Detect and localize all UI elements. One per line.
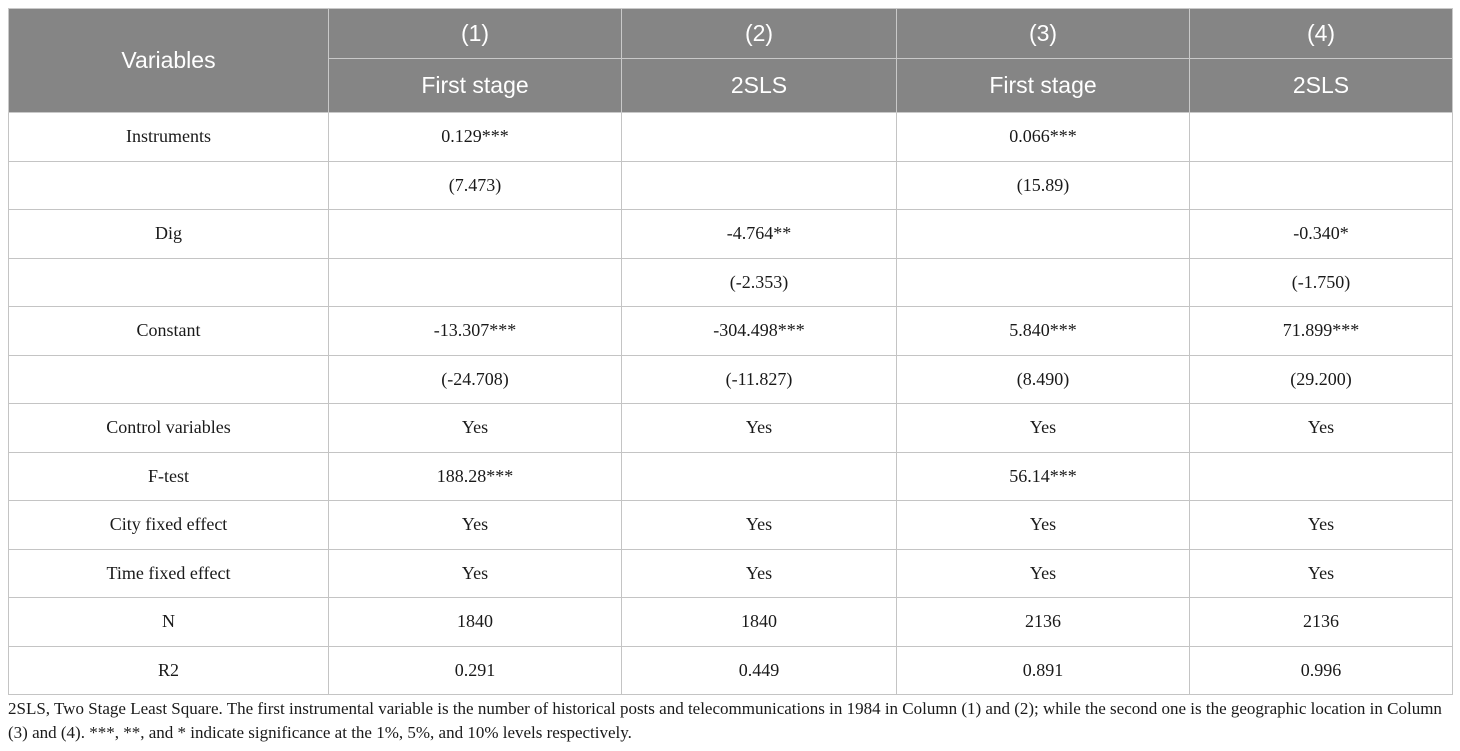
table-cell: -4.764** bbox=[622, 210, 897, 259]
header-column-label: 2SLS bbox=[622, 59, 897, 113]
table-row bbox=[9, 307, 1453, 356]
table-cell: (-24.708) bbox=[329, 355, 622, 404]
table-cell bbox=[897, 210, 1190, 259]
table-cell: (29.200) bbox=[1190, 355, 1453, 404]
table-cell: 0.449 bbox=[622, 646, 897, 695]
table-cell: 2136 bbox=[897, 598, 1190, 647]
row-label: Control variables bbox=[9, 404, 329, 453]
row-label: Constant bbox=[9, 307, 329, 356]
table-cell: Yes bbox=[329, 404, 622, 453]
table-cell: -13.307*** bbox=[329, 307, 622, 356]
table-cell: -0.340* bbox=[1190, 210, 1453, 259]
row-label bbox=[9, 161, 329, 210]
header-column-number: (1) bbox=[329, 9, 622, 59]
table-cell: Yes bbox=[1190, 404, 1453, 453]
table-cell: 0.129*** bbox=[329, 113, 622, 162]
table-cell: (8.490) bbox=[897, 355, 1190, 404]
table-body bbox=[9, 113, 1453, 695]
row-label: City fixed effect bbox=[9, 501, 329, 550]
table-cell: Yes bbox=[897, 404, 1190, 453]
table-row bbox=[9, 161, 1453, 210]
table-row bbox=[9, 501, 1453, 550]
table-cell: Yes bbox=[1190, 501, 1453, 550]
table-cell: 5.840*** bbox=[897, 307, 1190, 356]
table-cell: (-1.750) bbox=[1190, 258, 1453, 307]
table-cell: 0.891 bbox=[897, 646, 1190, 695]
table-row bbox=[9, 646, 1453, 695]
table-cell bbox=[622, 113, 897, 162]
table-cell: Yes bbox=[897, 549, 1190, 598]
header-column-label: First stage bbox=[329, 59, 622, 113]
regression-table-container bbox=[8, 8, 1452, 695]
table-cell: (-2.353) bbox=[622, 258, 897, 307]
header-variables: Variables bbox=[9, 9, 329, 113]
table-cell: 0.066*** bbox=[897, 113, 1190, 162]
row-label: Instruments bbox=[9, 113, 329, 162]
row-label: N bbox=[9, 598, 329, 647]
row-label: Time fixed effect bbox=[9, 549, 329, 598]
row-label bbox=[9, 258, 329, 307]
table-cell bbox=[1190, 113, 1453, 162]
table-cell: 1840 bbox=[329, 598, 622, 647]
header-column-number: (3) bbox=[897, 9, 1190, 59]
table-cell: -304.498*** bbox=[622, 307, 897, 356]
table-cell: (-11.827) bbox=[622, 355, 897, 404]
table-cell bbox=[622, 161, 897, 210]
table-header bbox=[9, 9, 1453, 113]
table-cell: 71.899*** bbox=[1190, 307, 1453, 356]
table-cell: Yes bbox=[897, 501, 1190, 550]
table-cell: 0.291 bbox=[329, 646, 622, 695]
table-cell: 1840 bbox=[622, 598, 897, 647]
table-cell: 56.14*** bbox=[897, 452, 1190, 501]
table-cell bbox=[897, 258, 1190, 307]
header-column-label: 2SLS bbox=[1190, 59, 1453, 113]
table-row bbox=[9, 258, 1453, 307]
regression-table bbox=[8, 8, 1453, 695]
table-cell: 2136 bbox=[1190, 598, 1453, 647]
table-row bbox=[9, 404, 1453, 453]
table-row bbox=[9, 210, 1453, 259]
row-label: R2 bbox=[9, 646, 329, 695]
table-row bbox=[9, 113, 1453, 162]
table-cell: 0.996 bbox=[1190, 646, 1453, 695]
table-cell: Yes bbox=[622, 501, 897, 550]
row-label: F-test bbox=[9, 452, 329, 501]
table-cell: Yes bbox=[329, 501, 622, 550]
header-column-label: First stage bbox=[897, 59, 1190, 113]
table-cell bbox=[1190, 161, 1453, 210]
table-cell: Yes bbox=[329, 549, 622, 598]
row-label: Dig bbox=[9, 210, 329, 259]
table-row bbox=[9, 598, 1453, 647]
table-cell: (15.89) bbox=[897, 161, 1190, 210]
header-column-number: (2) bbox=[622, 9, 897, 59]
table-cell: Yes bbox=[622, 549, 897, 598]
table-footnote: 2SLS, Two Stage Least Square. The first instrumental variable is the number of historical posts and telecommunications in 1984 in Column (1) and (2); while the second one is the geographic location in Column (3) and (4). ***, **, and * indicate significance at the 1%, 5%, and 10% levels respectively. bbox=[8, 699, 1442, 742]
row-label bbox=[9, 355, 329, 404]
table-cell bbox=[1190, 452, 1453, 501]
table-cell bbox=[622, 452, 897, 501]
table-row bbox=[9, 549, 1453, 598]
table-cell: Yes bbox=[622, 404, 897, 453]
table-cell bbox=[329, 210, 622, 259]
table-cell: Yes bbox=[1190, 549, 1453, 598]
table-row bbox=[9, 355, 1453, 404]
table-cell: (7.473) bbox=[329, 161, 622, 210]
table-cell bbox=[329, 258, 622, 307]
table-row bbox=[9, 452, 1453, 501]
header-column-number: (4) bbox=[1190, 9, 1453, 59]
table-cell: 188.28*** bbox=[329, 452, 622, 501]
